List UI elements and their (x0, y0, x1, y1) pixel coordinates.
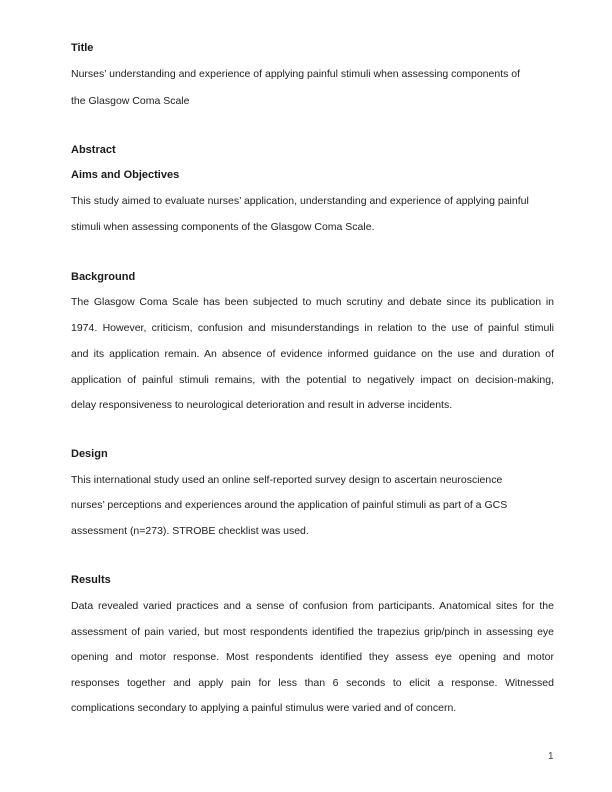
design-heading: Design (71, 448, 108, 460)
title-heading: Title (71, 42, 94, 54)
page-number: 1 (548, 751, 554, 762)
results-line-1: Data revealed varied practices and a sense of confusion from participants. Anatomical sites for the (71, 600, 554, 612)
title-line-1: Nurses’ understanding and experience of applying painful stimuli when assessing components of (71, 68, 521, 80)
results-line-5: complications secondary to applying a painful stimulus were varied and of concern. (71, 702, 457, 714)
design-line-2: nurses’ perceptions and experiences around the application of painful stimuli as part of a GCS (71, 499, 508, 511)
title-line-2: the Glasgow Coma Scale (71, 95, 190, 107)
results-line-2: assessment of pain varied, but most respondents identified the trapezius grip/pinch in assessing eye (71, 626, 554, 638)
results-line-3: opening and motor response. Most respondents identified they assess eye opening and motor (71, 651, 554, 663)
background-heading: Background (71, 271, 136, 283)
design-line-3: assessment (n=273). STROBE checklist was used. (71, 525, 309, 537)
background-line-5: delay responsiveness to neurological deterioration and result in adverse incidents. (71, 399, 453, 411)
design-line-1: This international study used an online self-reported survey design to ascertain neuroscience (71, 474, 503, 486)
background-line-4: application of painful stimuli remains, with the potential to negatively impact on decision-making, (71, 374, 554, 386)
aims-heading: Aims and Objectives (71, 169, 180, 181)
results-line-4: responses together and apply pain for less than 6 seconds to elicit a response. Witnessed (71, 677, 554, 689)
background-line-1: The Glasgow Coma Scale has been subjected to much scrutiny and debate since its publication in (71, 296, 554, 308)
aims-line-2: stimuli when assessing components of the Glasgow Coma Scale. (71, 221, 375, 233)
background-line-2: 1974. However, criticism, confusion and misunderstandings in relation to the use of painful stimuli (71, 322, 554, 334)
results-heading: Results (71, 574, 111, 586)
aims-line-1: This study aimed to evaluate nurses’ application, understanding and experience of applying painful (71, 195, 529, 207)
background-line-3: and its application remain. An absence of evidence informed guidance on the use and duration of (71, 348, 554, 360)
abstract-heading: Abstract (71, 144, 116, 156)
